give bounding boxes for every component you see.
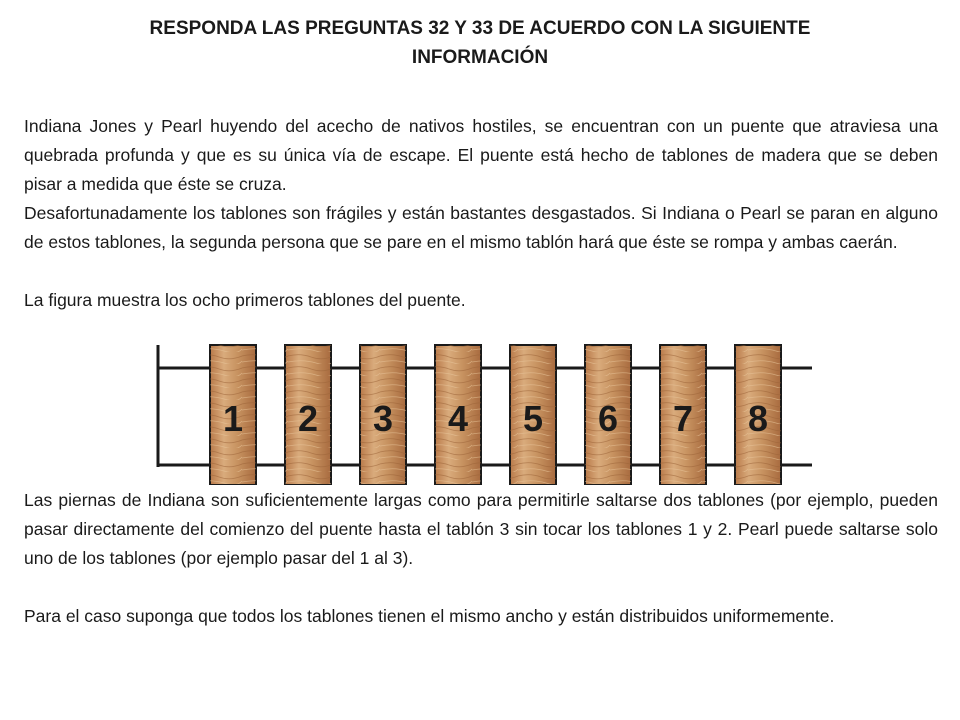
plank-number: 5 (522, 398, 544, 439)
page-title: RESPONDA LAS PREGUNTAS 32 Y 33 DE ACUERDO CON LA SIGUIENTE INFORMACIÓN (149, 18, 811, 68)
plank-2 (285, 345, 331, 485)
paragraph-figure-caption: La figura muestra los ocho primeros tablones del puente. (24, 290, 466, 310)
plank-number: 4 (447, 398, 469, 439)
paragraph-intro: Indiana Jones y Pearl huyendo del acecho de nativos hostiles, se encuentran con un puente que atraviesa una quebrada profunda y que es su única vía de escape. El puente está hecho de tablones de madera que se deben pisar a medida que éste se cruza. (24, 116, 938, 194)
plank-5 (510, 345, 556, 485)
bridge-figure (150, 340, 820, 485)
paragraph-jump-rules: Las piernas de Indiana son suficientemente largas como para permitirle saltarse dos tablones (por ejemplo, pueden pasar directamente del comienzo del puente hasta el tablón 3 sin tocar los tablones 1 y 2. Pearl puede saltarse solo uno de los tablones (por ejemplo pasar del 1 al 3). (24, 490, 938, 568)
plank-number: 1 (222, 398, 244, 439)
plank-number: 3 (372, 398, 394, 439)
plank-3 (360, 345, 406, 485)
plank-number: 8 (747, 398, 769, 439)
plank-7 (660, 345, 706, 485)
plank-number: 6 (597, 398, 619, 439)
plank-6 (585, 345, 631, 485)
paragraph-assumption: Para el caso suponga que todos los tablones tienen el mismo ancho y están distribuidos uniformemente. (24, 606, 835, 626)
plank-number: 7 (672, 398, 694, 439)
paragraph-fragile-planks: Desafortunadamente los tablones son frágiles y están bastantes desgastados. Si Indiana o Pearl se paran en alguno de estos tablones, la segunda persona que se pare en el mismo tablón hará que éste se rompa y ambas caerán. (24, 203, 938, 252)
plank-number: 2 (297, 398, 319, 439)
plank-1 (210, 345, 256, 485)
plank-8 (735, 345, 781, 485)
plank-4 (435, 345, 481, 485)
